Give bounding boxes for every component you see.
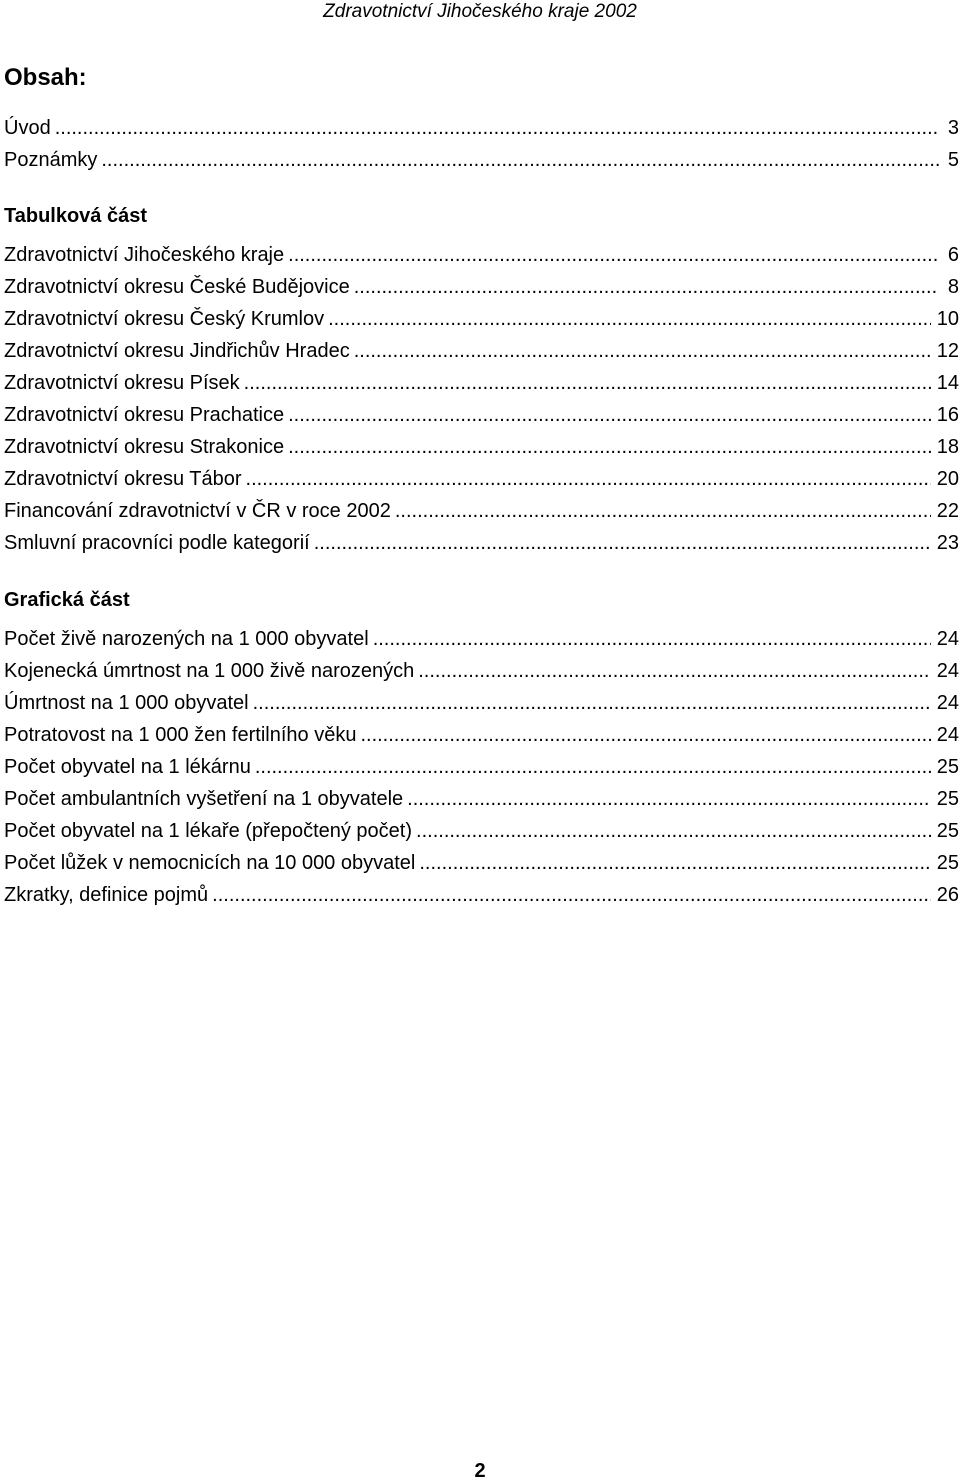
toc-entry-label: Počet obyvatel na 1 lékaře (přepočtený počet) <box>4 820 413 842</box>
dot-leader <box>55 115 939 141</box>
toc-entry-page: 12 <box>936 340 959 362</box>
toc-entry-page: 24 <box>936 660 959 682</box>
toc-entry-label: Kojenecká úmrtnost na 1 000 živě narozených <box>4 660 415 682</box>
dot-leader <box>419 850 930 876</box>
toc-entry-page: 5 <box>947 149 959 171</box>
toc-entry[interactable] <box>4 626 959 658</box>
toc-entry-label: Počet živě narozených na 1 000 obyvatel <box>4 628 369 650</box>
dot-leader <box>354 338 931 364</box>
toc-entry-page: 25 <box>936 788 959 810</box>
toc-entry-label: Potratovost na 1 000 žen fertilního věku <box>4 724 357 746</box>
dot-leader <box>288 242 939 268</box>
toc-entry-page: 23 <box>936 532 959 554</box>
toc-entry-page: 25 <box>936 756 959 778</box>
toc-entry-label: Počet ambulantních vyšetření na 1 obyvatele <box>4 788 404 810</box>
dot-leader <box>416 818 931 844</box>
toc-entry[interactable] <box>4 370 959 402</box>
toc-entry[interactable] <box>4 498 959 530</box>
toc-entry-label: Smluvní pracovníci podle kategorií <box>4 532 310 554</box>
toc-entry-label: Počet lůžek v nemocnicích na 10 000 obyvatel <box>4 852 416 874</box>
toc-entry[interactable] <box>4 242 959 274</box>
dot-leader <box>246 466 931 492</box>
toc-entry-label: Zdravotnictví okresu Strakonice <box>4 436 285 458</box>
toc-table-list <box>4 242 959 562</box>
toc-entry-label: Poznámky <box>4 149 98 171</box>
dot-leader <box>418 658 931 684</box>
toc-entry-label: Zdravotnictví okresu Jindřichův Hradec <box>4 340 350 362</box>
toc-entry[interactable] <box>4 882 959 914</box>
toc-entry-page: 10 <box>936 308 959 330</box>
toc-entry-page: 14 <box>936 372 959 394</box>
toc-entry[interactable] <box>4 690 959 722</box>
toc-entry-page: 24 <box>936 692 959 714</box>
toc-entry-page: 26 <box>936 884 959 906</box>
toc-entry[interactable] <box>4 786 959 818</box>
toc-entry-label: Počet obyvatel na 1 lékárnu <box>4 756 251 778</box>
dot-leader <box>255 754 931 780</box>
toc-entry-label: Financování zdravotnictví v ČR v roce 2002 <box>4 500 391 522</box>
toc-entry[interactable] <box>4 434 959 466</box>
toc-entry[interactable] <box>4 530 959 562</box>
dot-leader <box>354 274 939 300</box>
dot-leader <box>360 722 930 748</box>
section-heading-graphics: Grafická část <box>4 589 130 611</box>
dot-leader <box>212 882 931 908</box>
toc-entry-page: 25 <box>936 820 959 842</box>
toc-entry-label: Úvod <box>4 117 51 139</box>
toc-entry-page: 24 <box>936 724 959 746</box>
toc-entry[interactable] <box>4 466 959 498</box>
toc-entry-page: 24 <box>936 628 959 650</box>
dot-leader <box>407 786 931 812</box>
running-header: Zdravotnictví Jihočeského kraje 2002 <box>323 1 637 22</box>
toc-graphic-list <box>4 626 959 914</box>
section-heading-tables: Tabulková část <box>4 205 148 227</box>
toc-entry[interactable] <box>4 115 959 147</box>
toc-entry[interactable] <box>4 850 959 882</box>
toc-entry-page: 3 <box>947 117 959 139</box>
dot-leader <box>314 530 931 556</box>
toc-entry-page: 22 <box>936 500 959 522</box>
toc-entry-label: Zdravotnictví okresu Písek <box>4 372 240 394</box>
toc-entry-label: Zdravotnictví okresu Tábor <box>4 468 242 490</box>
dot-leader <box>101 147 939 173</box>
toc-entry-page: 20 <box>936 468 959 490</box>
toc-entry[interactable] <box>4 402 959 434</box>
toc-entry-page: 16 <box>936 404 959 426</box>
toc-entry[interactable] <box>4 306 959 338</box>
toc-entry-page: 8 <box>947 276 959 298</box>
toc-entry-page: 18 <box>936 436 959 458</box>
toc-entry-page: 6 <box>947 244 959 266</box>
toc-entry-label: Zdravotnictví okresu Český Krumlov <box>4 308 325 330</box>
toc-entry[interactable] <box>4 274 959 306</box>
dot-leader <box>395 498 931 524</box>
toc-entry[interactable] <box>4 754 959 786</box>
dot-leader <box>253 690 931 716</box>
dot-leader <box>288 434 931 460</box>
toc-entry-label: Zdravotnictví okresu České Budějovice <box>4 276 350 298</box>
toc-entry-label: Zdravotnictví okresu Prachatice <box>4 404 285 426</box>
dot-leader <box>373 626 931 652</box>
toc-entry[interactable] <box>4 722 959 754</box>
dot-leader <box>288 402 931 428</box>
toc-entry-label: Zdravotnictví Jihočeského kraje <box>4 244 285 266</box>
toc-entry-page: 25 <box>936 852 959 874</box>
toc-entry-label: Zkratky, definice pojmů <box>4 884 209 906</box>
toc-entry[interactable] <box>4 147 959 179</box>
toc-entry[interactable] <box>4 338 959 370</box>
dot-leader <box>328 306 931 332</box>
toc-entry[interactable] <box>4 658 959 690</box>
toc-title: Obsah: <box>4 64 87 91</box>
toc-entry[interactable] <box>4 818 959 850</box>
dot-leader <box>244 370 931 396</box>
page-number: 2 <box>474 1460 486 1482</box>
toc-entry-label: Úmrtnost na 1 000 obyvatel <box>4 692 249 714</box>
toc-intro-list <box>4 115 959 179</box>
